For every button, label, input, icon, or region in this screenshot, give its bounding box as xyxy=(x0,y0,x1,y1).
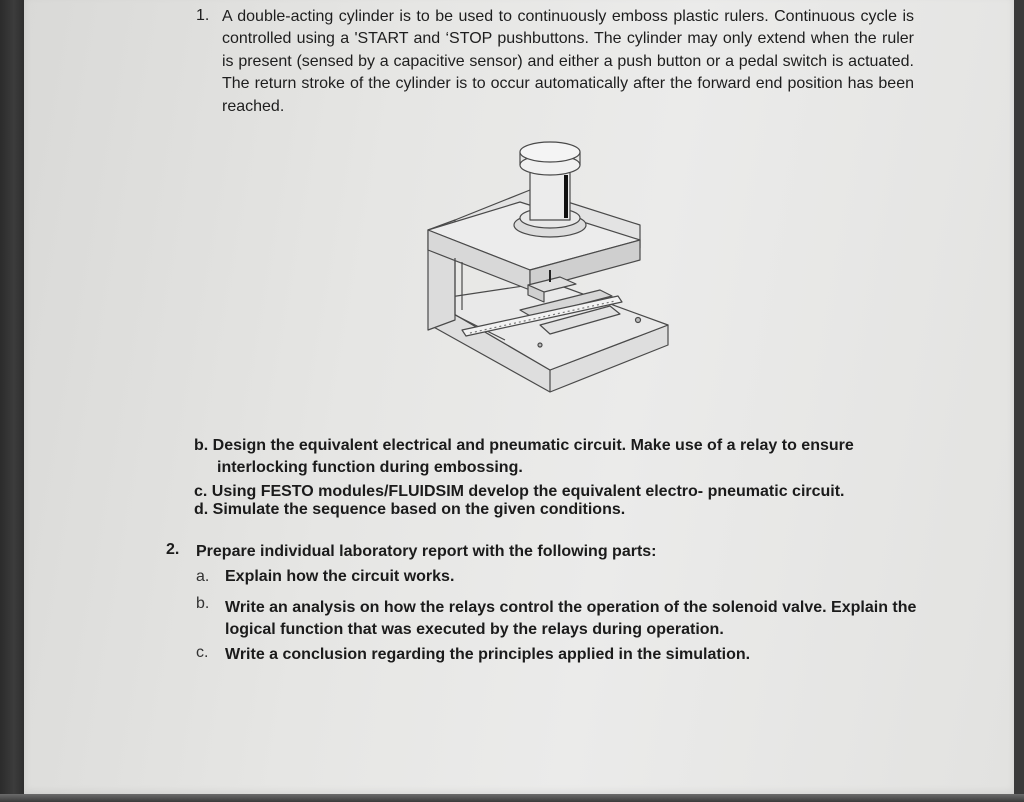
photo-bottom-edge xyxy=(0,794,1024,802)
question-1-number: 1. xyxy=(196,7,210,24)
question-2-heading: Prepare individual laboratory report with the following parts: xyxy=(196,543,657,560)
q2-item-c-text: Write a conclusion regarding the principles applied in the simulation. xyxy=(225,646,751,663)
q2-item-b-line2: logical function that was executed by the relays during operation. xyxy=(225,621,724,638)
q2-item-a-text: Explain how the circuit works. xyxy=(225,568,455,585)
q2-item-c-label: c. xyxy=(196,644,209,661)
question-1-text: A double-acting cylinder is to be used to continuously emboss plastic rulers. Continuous cycle is controlled using a 'START and ‘STOP pushbuttons. The cylinder may only extend when the ruler is present (sensed by a capacitive sensor) and either a push button or a pedal switch is actuated. The return stroke of the cylinder is to occur automatically after the forward end position has been reached. xyxy=(222,8,914,115)
embossing-press-figure xyxy=(400,130,700,400)
q1-item-b-label: b. xyxy=(194,437,209,454)
q2-item-b-label: b. xyxy=(196,595,210,612)
q1-item-c-line1: Using FESTO modules/FLUIDSIM develop the equivalent electro- pneumatic circuit. xyxy=(211,483,845,500)
q1-item-d-label: d. xyxy=(194,501,209,518)
q1-item-b xyxy=(194,435,854,457)
q1-item-c-label: c. xyxy=(194,483,208,500)
question-2-number: 2. xyxy=(166,541,180,558)
q1-item-b-line2: interlocking function during embossing. xyxy=(217,459,523,476)
q2-item-a-label: a. xyxy=(196,568,210,585)
q1-item-d xyxy=(194,499,625,521)
q1-item-d-line1: Simulate the sequence based on the given conditions. xyxy=(212,501,626,518)
q1-item-b-line1: Design the equivalent electrical and pneumatic circuit. Make use of a relay to ensure xyxy=(212,437,854,454)
q2-item-b-line1: Write an analysis on how the relays control the operation of the solenoid valve. Explain the xyxy=(225,599,917,616)
